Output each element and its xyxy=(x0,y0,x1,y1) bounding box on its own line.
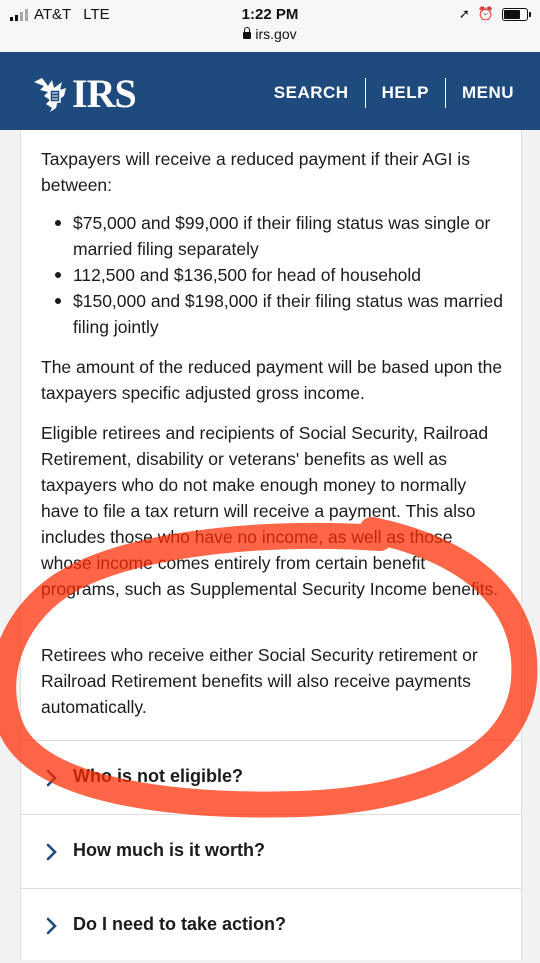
nav-divider xyxy=(365,78,366,108)
list-item: 112,500 and $136,500 for head of household xyxy=(41,262,506,288)
status-time: 1:22 PM xyxy=(241,6,299,23)
accordion-label: Do I need to take action? xyxy=(73,914,287,934)
nav-help[interactable]: HELP xyxy=(381,83,429,102)
accordion-label: Who is not eligible? xyxy=(73,766,243,786)
network-type: LTE xyxy=(83,6,110,23)
carrier-name: AT&T xyxy=(34,6,72,23)
alarm-icon: ⏰ xyxy=(477,6,494,21)
nav-divider xyxy=(445,78,446,108)
url-bar[interactable] xyxy=(0,26,540,42)
location-icon: ➚ xyxy=(458,6,470,21)
eligibility-paragraph: Eligible retirees and recipients of Social Security, Railroad Retirement, disability or veterans' benefits as well as taxpayers who do not make enough money to normally have to file a tax return will receive a payment. This also includes those who have no income, as well as those whose income comes entirely from certain benefit programs, such as Supplemental Security Income benefits. xyxy=(41,423,499,599)
article-content xyxy=(20,130,522,960)
chevron-right-icon xyxy=(43,917,61,935)
accordion-take-action[interactable] xyxy=(21,888,521,963)
agi-intro: Taxpayers will receive a reduced payment if their AGI is between: xyxy=(41,149,470,195)
chevron-right-icon xyxy=(43,769,61,787)
list-item: $75,000 and $99,000 if their filing status was single or married filing separately xyxy=(41,210,506,262)
list-item: $150,000 and $198,000 if their filing status was married filing jointly xyxy=(41,288,506,340)
accordion-how-much[interactable] xyxy=(21,814,521,889)
eagle-icon xyxy=(30,74,70,114)
accordion-not-eligible[interactable] xyxy=(21,740,521,815)
lock-icon xyxy=(243,32,251,39)
nav-search[interactable]: SEARCH xyxy=(273,83,349,102)
nav-menu[interactable]: MENU xyxy=(461,83,514,102)
irs-logo[interactable] xyxy=(30,70,136,117)
url-text: irs.gov xyxy=(255,26,297,42)
header-nav xyxy=(274,78,514,108)
battery-icon xyxy=(502,8,528,21)
status-icons xyxy=(459,6,528,22)
irs-header xyxy=(0,52,540,130)
chevron-right-icon xyxy=(43,843,61,861)
logo-text: IRS xyxy=(72,71,136,116)
reduced-payment-paragraph: The amount of the reduced payment will be based upon the taxpayers specific adjusted gross income. xyxy=(41,357,503,403)
status-bar xyxy=(0,0,540,52)
agi-ranges-list xyxy=(41,210,506,340)
accordion-label: How much is it worth? xyxy=(73,840,265,860)
retirees-paragraph: Retirees who receive either Social Security retirement or Railroad Retirement benefits will also receive payments automatically. xyxy=(41,645,478,717)
